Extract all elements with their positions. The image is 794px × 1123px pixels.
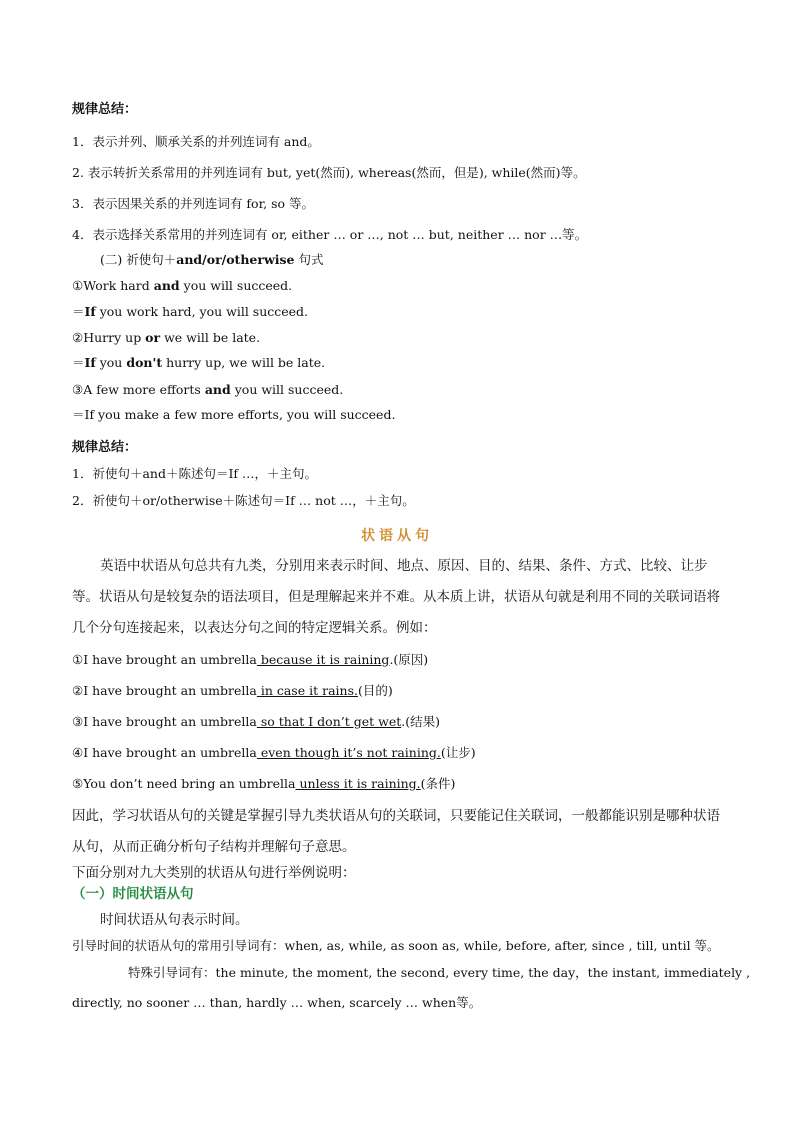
example-note: (让步) <box>440 745 476 760</box>
intro-paragraph: 英语中状语从句总共有九类，分别用来表示时间、地点、原因、目的、结果、条件、方式、比较、让步等。状语从句是较复杂的语法项目，但是理解起来并不难。从本质上讲，状语从句就是利用不同的关联词语将几个分句连接起来，以表达分句之间的特定逻辑关系。例如： <box>72 558 720 636</box>
example-line <box>72 329 260 347</box>
example-note: (目的) <box>357 683 393 698</box>
adverbial-example <box>72 651 428 669</box>
example-text: you <box>95 355 127 370</box>
intro-line: 下面分别对九大类别的状语从句进行举例说明： <box>72 865 356 881</box>
example-text: ②Hurry up <box>72 330 146 345</box>
section-title: 状语从句 <box>361 528 433 544</box>
example-text: ③I have brought an umbrella <box>72 714 257 729</box>
section-heading <box>100 251 323 269</box>
adverbial-example <box>72 682 393 700</box>
example-line <box>72 303 308 321</box>
example-note: (条件) <box>420 776 456 791</box>
example-keyword: don't <box>126 355 163 370</box>
adverbial-example <box>72 744 476 762</box>
example-text: ＝ <box>72 355 85 370</box>
example-text: ②I have brought an umbrella <box>72 683 257 698</box>
example-text: ①Work hard <box>72 278 154 293</box>
adverbial-example <box>72 775 455 793</box>
underlined-clause: in case it rains. <box>256 683 358 698</box>
example-text: ④I have brought an umbrella <box>72 745 257 760</box>
example-text: ③A few more efforts <box>72 382 205 397</box>
example-line <box>72 354 325 372</box>
special-conjunction-line: 特殊引导词有：the minute, the moment, the second, every time, the day，the instant, immediately , <box>128 965 751 980</box>
example-text: ①I have brought an umbrella <box>72 652 257 667</box>
key-paragraph: 因此，学习状语从句的关键是掌握引导九类状语从句的关联词，只要能记住关联词，一般都能识别是哪种状语从句，从而正确分析句子结构并理解句子意思。 <box>72 808 720 855</box>
underlined-clause: unless it is raining. <box>295 776 421 791</box>
special-conjunction-line: directly, no sooner … than, hardly … when, scarcely … when等。 <box>72 995 482 1010</box>
example-keyword: and <box>153 278 180 293</box>
example-line <box>72 277 292 295</box>
rule-line: 4．表示选择关系常用的并列连词有 or, either … or …, not … but, neither … nor …等。 <box>72 227 588 242</box>
example-text: we will be late. <box>160 330 261 345</box>
example-text: ⑤You don’t need bring an umbrella <box>72 776 296 791</box>
example-line: ＝If you make a few more efforts, you will succeed. <box>72 407 396 422</box>
rule-line: 1．表示并列、顺承关系的并列连词有 and。 <box>72 134 320 149</box>
example-text: you will succeed. <box>230 382 344 397</box>
time-clause-heading: （一）时间状语从句 <box>72 886 194 902</box>
adverbial-example <box>72 713 440 731</box>
rule-line: 1．祈使句＋and＋陈述句＝If …，＋主句。 <box>72 466 317 481</box>
example-text: you will succeed. <box>179 278 293 293</box>
example-keyword: or <box>145 330 161 345</box>
underlined-clause: because it is raining <box>256 652 390 667</box>
example-text: ＝ <box>72 304 85 319</box>
example-keyword: If <box>84 304 96 319</box>
example-keyword: If <box>84 355 96 370</box>
underlined-clause: so that I don’t get wet <box>256 714 402 729</box>
example-note: .(结果) <box>401 714 440 729</box>
example-keyword: and <box>204 382 231 397</box>
summary-label: 规律总结： <box>72 102 138 117</box>
definition-line: 时间状语从句表示时间。 <box>100 912 249 928</box>
underlined-clause: even though it’s not raining. <box>256 745 441 760</box>
section-heading-prefix: (二) 祈使句＋ <box>100 252 177 267</box>
example-text: hurry up, we will be late. <box>162 355 326 370</box>
section-heading-bold: and/or/otherwise <box>176 252 295 267</box>
example-line <box>72 381 343 399</box>
example-text: you work hard, you will succeed. <box>95 304 309 319</box>
rule-line: 2．祈使句＋or/otherwise＋陈述句＝If … not …，＋主句。 <box>72 493 415 508</box>
section-heading-suffix: 句式 <box>294 252 324 267</box>
rule-line: 3．表示因果关系的并列连词有 for, so 等。 <box>72 196 315 211</box>
conjunction-line: 引导时间的状语从句的常用引导词有：when, as, while, as soon as, while, before, after, since , till, until 等。 <box>72 938 720 953</box>
summary-label: 规律总结： <box>72 440 138 455</box>
rule-line: 2. 表示转折关系常用的并列连词有 but, yet(然而), whereas(然而，但是), while(然而)等。 <box>72 165 586 180</box>
example-note: .(原因) <box>389 652 429 667</box>
